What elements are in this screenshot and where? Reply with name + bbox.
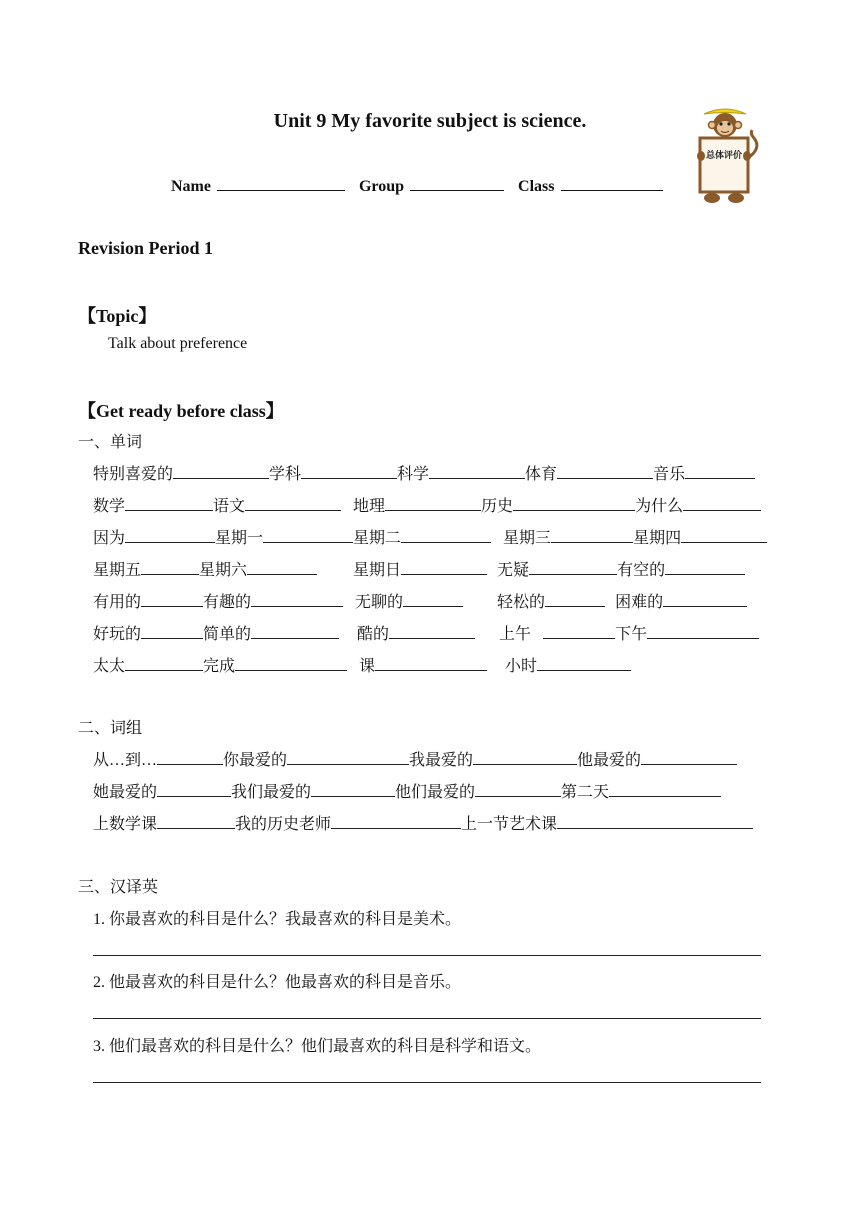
- answer-blank[interactable]: [235, 656, 347, 671]
- answer-blank[interactable]: [173, 464, 269, 479]
- phrase-prompt: 他最爱的: [577, 752, 642, 769]
- answer-blank[interactable]: [141, 592, 203, 607]
- word-prompt: 好玩的: [93, 626, 142, 643]
- phrase-prompt: 你最爱的: [223, 752, 288, 769]
- word-prompt: 有空的: [617, 562, 666, 579]
- answer-blank[interactable]: [401, 560, 487, 575]
- word-prompt: 课: [359, 658, 376, 675]
- word-prompt: 酷的: [357, 626, 390, 643]
- answer-blank[interactable]: [403, 592, 463, 607]
- answer-blank[interactable]: [557, 814, 753, 829]
- answer-line-3[interactable]: [93, 1082, 761, 1083]
- answer-blank[interactable]: [683, 496, 761, 511]
- answer-blank[interactable]: [681, 528, 767, 543]
- word-prompt: 星期四: [633, 530, 682, 547]
- word-prompt: 星期一: [215, 530, 264, 547]
- answer-blank[interactable]: [663, 592, 747, 607]
- answer-blank[interactable]: [609, 782, 721, 797]
- phrase-prompt: 上一节艺术课: [461, 816, 558, 833]
- translate-question-1: 1. 你最喜欢的科目是什么？我最喜欢的科目是美术。: [93, 911, 462, 928]
- answer-blank[interactable]: [513, 496, 635, 511]
- word-prompt: 太太: [93, 658, 126, 675]
- answer-blank[interactable]: [389, 624, 475, 639]
- answer-blank[interactable]: [473, 750, 577, 765]
- answer-blank[interactable]: [543, 624, 615, 639]
- words-row: [93, 589, 747, 612]
- word-prompt: 星期六: [199, 562, 248, 579]
- phrase-prompt: 我们最爱的: [231, 784, 312, 801]
- get-ready-heading: 【Get ready before class】: [78, 401, 284, 421]
- answer-blank[interactable]: [245, 496, 341, 511]
- group-field[interactable]: [410, 176, 504, 191]
- monkey-evaluation-badge-icon: [690, 108, 760, 206]
- answer-blank[interactable]: [287, 750, 409, 765]
- answer-blank[interactable]: [251, 624, 339, 639]
- name-field[interactable]: [217, 176, 345, 191]
- badge-label: 总体评价: [705, 151, 743, 161]
- name-label: Name: [171, 178, 211, 195]
- translate-question-3: 3. 他们最喜欢的科目是什么？他们最喜欢的科目是科学和语文。: [93, 1038, 542, 1055]
- word-prompt: 星期三: [503, 530, 552, 547]
- words-row: [93, 493, 761, 516]
- word-prompt: 因为: [93, 530, 126, 547]
- answer-blank[interactable]: [429, 464, 525, 479]
- word-prompt: 小时: [505, 658, 538, 675]
- word-prompt: 有趣的: [203, 594, 252, 611]
- answer-blank[interactable]: [401, 528, 491, 543]
- answer-blank[interactable]: [141, 560, 199, 575]
- answer-blank[interactable]: [537, 656, 631, 671]
- word-prompt: 完成: [203, 658, 236, 675]
- answer-blank[interactable]: [301, 464, 397, 479]
- word-prompt: 语文: [213, 498, 246, 515]
- answer-blank[interactable]: [641, 750, 737, 765]
- words-row: [93, 525, 767, 548]
- answer-blank[interactable]: [557, 464, 653, 479]
- words-heading: 一、单词: [78, 434, 143, 451]
- answer-blank[interactable]: [157, 750, 223, 765]
- translate-question-2: 2. 他最喜欢的科目是什么？他最喜欢的科目是音乐。: [93, 974, 462, 991]
- phrase-prompt: 我最爱的: [409, 752, 474, 769]
- phrase-prompt: 他们最爱的: [395, 784, 476, 801]
- word-prompt: 无疑: [497, 562, 530, 579]
- answer-blank[interactable]: [125, 528, 215, 543]
- answer-blank[interactable]: [665, 560, 745, 575]
- word-prompt: 有用的: [93, 594, 142, 611]
- word-prompt: 星期日: [353, 562, 402, 579]
- answer-line-1[interactable]: [93, 955, 761, 956]
- answer-blank[interactable]: [263, 528, 353, 543]
- word-prompt: 轻松的: [497, 594, 546, 611]
- phrase-prompt: 从…到…: [93, 752, 158, 769]
- answer-line-2[interactable]: [93, 1018, 761, 1019]
- answer-blank[interactable]: [157, 814, 235, 829]
- answer-blank[interactable]: [551, 528, 633, 543]
- words-row: [93, 461, 755, 484]
- word-prompt: 音乐: [653, 466, 686, 483]
- phrase-prompt: 第二天: [561, 784, 610, 801]
- word-prompt: 科学: [397, 466, 430, 483]
- phrases-row: [93, 779, 721, 802]
- word-prompt: 学科: [269, 466, 302, 483]
- answer-blank[interactable]: [529, 560, 617, 575]
- answer-blank[interactable]: [125, 656, 203, 671]
- topic-text: Talk about preference: [108, 335, 248, 352]
- word-prompt: 为什么: [635, 498, 684, 515]
- answer-blank[interactable]: [385, 496, 481, 511]
- group-label: Group: [358, 178, 405, 195]
- answer-blank[interactable]: [375, 656, 487, 671]
- word-prompt: 下午: [615, 626, 648, 643]
- topic-heading: 【Topic】: [78, 306, 157, 326]
- word-prompt: 体育: [525, 466, 558, 483]
- answer-blank[interactable]: [475, 782, 561, 797]
- phrases-heading: 二、词组: [78, 720, 143, 737]
- word-prompt: 星期二: [353, 530, 402, 547]
- word-prompt: 地理: [353, 498, 386, 515]
- answer-blank[interactable]: [247, 560, 317, 575]
- word-prompt: 上午: [499, 626, 532, 643]
- phrase-prompt: 她最爱的: [93, 784, 158, 801]
- word-prompt: 历史: [481, 498, 514, 515]
- word-prompt: 无聊的: [355, 594, 404, 611]
- phrase-prompt: 上数学课: [93, 816, 158, 833]
- answer-blank[interactable]: [311, 782, 395, 797]
- name-group-class-row: [171, 176, 673, 196]
- phrases-row: [93, 811, 753, 834]
- answer-blank[interactable]: [685, 464, 755, 479]
- class-field[interactable]: [561, 176, 663, 191]
- words-row: [93, 653, 631, 676]
- words-row: [93, 557, 745, 580]
- answer-blank[interactable]: [647, 624, 759, 639]
- answer-blank[interactable]: [331, 814, 461, 829]
- word-prompt: 数学: [93, 498, 126, 515]
- class-label: Class: [518, 178, 555, 195]
- answer-blank[interactable]: [251, 592, 343, 607]
- answer-blank[interactable]: [545, 592, 605, 607]
- word-prompt: 简单的: [203, 626, 252, 643]
- word-prompt: 困难的: [615, 594, 664, 611]
- word-prompt: 特别喜爱的: [93, 466, 174, 483]
- words-row: [93, 621, 759, 644]
- page-title: Unit 9 My favorite subject is science.: [273, 110, 587, 132]
- translate-heading: 三、汉译英: [78, 879, 159, 896]
- answer-blank[interactable]: [141, 624, 203, 639]
- phrase-prompt: 我的历史老师: [235, 816, 332, 833]
- answer-blank[interactable]: [157, 782, 231, 797]
- word-prompt: 星期五: [93, 562, 142, 579]
- phrases-row: [93, 747, 737, 770]
- period-heading: Revision Period 1: [78, 238, 213, 258]
- answer-blank[interactable]: [125, 496, 213, 511]
